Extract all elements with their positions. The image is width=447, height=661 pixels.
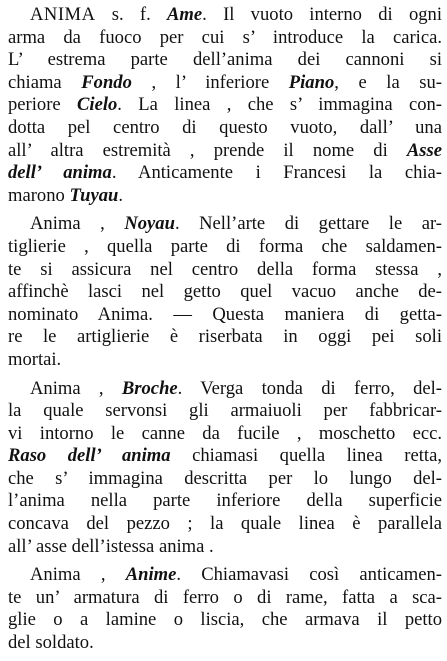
dictionary-entry — [8, 564, 442, 654]
text-line — [8, 378, 442, 401]
text-line — [8, 162, 442, 185]
text-run: chiamasi quella linea retta, — [170, 445, 442, 467]
text-run: L’ estrema parte dell’anima dei cannoni si — [8, 49, 442, 71]
text-line — [8, 609, 442, 632]
text-line — [8, 326, 442, 349]
dictionary-entry — [8, 378, 442, 559]
text-run: , l’ inferiore — [131, 71, 289, 93]
text-run: glie o a lamine o liscia, che armava il petto — [8, 609, 442, 631]
italic-term: Piano — [288, 71, 335, 93]
text-line — [8, 259, 442, 282]
text-run: all’ asse dell’istessa anima . — [8, 535, 214, 557]
text-run: . Nell’arte di gettare le ar- — [174, 213, 442, 235]
italic-term: dell’ anima — [8, 162, 112, 184]
text-run: te si assicura nel centro della forma stessa , — [8, 258, 442, 280]
italic-term: Anime — [125, 564, 177, 586]
text-run: chiama — [8, 71, 82, 93]
text-line — [8, 185, 442, 208]
text-line — [8, 587, 442, 610]
italic-term: Broche — [121, 377, 178, 399]
text-run: ANIMA — [30, 4, 96, 25]
dictionary-entry — [8, 213, 442, 371]
text-run: Anima , — [30, 213, 125, 235]
text-run: vi intorno le canne da fucile , moschetto ecc. — [8, 422, 442, 444]
text-line — [8, 140, 442, 163]
italic-term: Asse — [406, 139, 442, 161]
text-line — [8, 281, 442, 304]
text-line — [8, 304, 442, 327]
italic-term: Raso dell’ anima — [8, 445, 171, 467]
dictionary-page — [8, 4, 442, 661]
italic-term: Ame — [167, 4, 203, 25]
text-line — [8, 536, 442, 559]
text-line — [8, 72, 442, 95]
text-line — [8, 564, 442, 587]
text-run: del soldato. — [8, 632, 94, 654]
text-run: s. f. — [95, 4, 168, 25]
text-run: concava del pezzo ; la quale linea è parallela — [8, 513, 442, 535]
dictionary-entry — [8, 4, 442, 207]
text-line — [8, 468, 442, 491]
text-run: . Anticamente i Francesi la chia- — [111, 162, 442, 184]
text-run: periore — [8, 94, 77, 116]
italic-term: Cielo — [77, 94, 118, 116]
text-run: te un’ armatura di ferro o di rame, fatta a sca- — [8, 586, 442, 608]
text-line — [8, 27, 442, 50]
text-line — [8, 94, 442, 117]
text-run: che s’ immagina descritta per lo lungo del- — [8, 467, 442, 489]
text-run: l’anima nella parte inferiore della superficie — [8, 490, 442, 512]
text-line — [8, 213, 442, 236]
text-run: Anima , — [30, 564, 126, 586]
text-run: Anima , — [30, 377, 122, 399]
text-run: all’ altra estremità , prende il nome di — [8, 139, 407, 161]
text-line — [8, 490, 442, 513]
text-line — [8, 117, 442, 140]
text-run: re le artiglierie è riserbata in oggi pei soli — [8, 326, 442, 348]
text-run: . — [118, 184, 124, 206]
text-run: , e la su- — [334, 71, 442, 93]
text-line — [8, 349, 442, 372]
text-run: affinchè lasci nel getto quel vacuo anche de- — [8, 281, 442, 303]
italic-term: Fondo — [81, 71, 132, 93]
text-run: . La linea , che s’ immagina con- — [117, 94, 442, 116]
text-line — [8, 423, 442, 446]
italic-term: Noyau — [124, 213, 175, 235]
text-line — [8, 4, 442, 27]
text-line — [8, 445, 442, 468]
italic-term: Tuyau — [69, 184, 119, 206]
text-run: arma da fuoco per cui s’ introduce la carica. — [8, 26, 442, 48]
text-line — [8, 400, 442, 423]
text-line — [8, 632, 442, 655]
text-run: tiglierie , quella parte di forma che saldamen- — [8, 235, 442, 257]
text-run: dotta pel centro di questo vuoto, dall’ una — [8, 116, 442, 138]
text-run: marono — [8, 184, 70, 206]
text-run: mortai. — [8, 348, 62, 370]
text-run: nominato Anima. — Questa maniera di getta- — [8, 303, 442, 325]
text-run: . Chiamavasi così anticamen- — [176, 564, 442, 586]
text-run: la quale servonsi gli armaiuoli per fabbricar- — [8, 400, 442, 422]
text-line — [8, 513, 442, 536]
text-line — [8, 49, 442, 72]
text-run: . Verga tonda di ferro, del- — [177, 377, 442, 399]
text-run: . Il vuoto interno di ogni — [202, 4, 442, 25]
text-line — [8, 236, 442, 259]
